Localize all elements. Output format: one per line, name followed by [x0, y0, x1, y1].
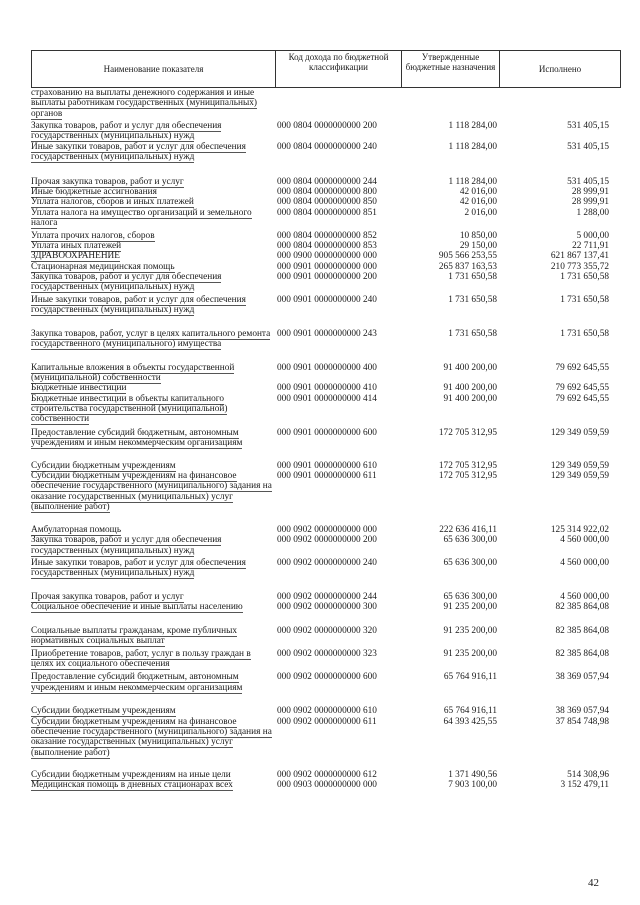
row-executed: 531 405,15: [567, 176, 609, 187]
row-code: 000 0902 0000000000 323: [277, 648, 377, 659]
table-row: [31, 241, 621, 251]
row-name: Уплата налога на имущество организаций и земельного налога: [31, 207, 252, 229]
row-approved: 222 636 416,11: [439, 524, 497, 535]
row-executed: 28 999,91: [571, 197, 609, 208]
table-row: [31, 208, 621, 229]
row-executed: [499, 88, 609, 119]
table-row: [31, 717, 621, 769]
row-code: 000 0902 0000000000 240: [277, 557, 377, 568]
table-row: [31, 602, 621, 623]
row-code: 000 0901 0000000000 600: [277, 427, 377, 438]
row-executed: 531 405,15: [567, 141, 609, 152]
row-name: ЗДРАВООХРАНЕНИЕ: [31, 251, 120, 262]
row-executed: 3 152 479,11: [560, 779, 609, 790]
row-executed: 4 560 000,00: [560, 591, 609, 602]
row-approved: 1 371 490,56: [448, 769, 497, 780]
row-executed: 22 711,91: [572, 240, 609, 251]
row-name: Закупка товаров, работ и услуг для обеспечения государственных (муниципальных) нужд: [31, 121, 222, 142]
row-approved: 1 118 284,00: [448, 176, 497, 187]
row-executed: 79 692 645,55: [555, 383, 609, 394]
row-executed: 82 385 864,08: [555, 602, 609, 613]
row-executed: 1 288,00: [576, 207, 609, 218]
table-body: [31, 88, 621, 790]
row-approved: 172 705 312,95: [438, 471, 497, 482]
row-executed: 79 692 645,55: [555, 393, 609, 404]
row-name: Субсидии бюджетным учреждениям: [31, 706, 176, 717]
row-approved: 905 566 253,55: [438, 251, 497, 262]
row-approved: 1 118 284,00: [448, 121, 497, 132]
row-code: 000 0901 0000000000 610: [277, 460, 377, 471]
row-code: 000 0901 0000000000 400: [277, 362, 377, 373]
table-row: [31, 770, 621, 780]
row-code: 000 0901 0000000000 611: [277, 471, 377, 482]
row-approved: 265 837 163,53: [438, 261, 497, 272]
row-name: Иные закупки товаров, работ и услуг для обеспечения государственных (муниципальных) нужд: [31, 294, 246, 315]
row-name: Стационарная медицинская помощь: [31, 261, 175, 272]
row-executed: 1 731 650,58: [560, 271, 609, 282]
row-name: Предоставление субсидий бюджетным, автономным учреждениям и иным некоммерческим организациям: [31, 672, 243, 693]
row-name: Уплата прочих налогов, сборов: [31, 230, 155, 241]
row-executed: 531 405,15: [567, 121, 609, 132]
table-row: [31, 121, 621, 142]
row-executed: 4 560 000,00: [560, 557, 609, 568]
row-code: 000 0804 0000000000 800: [277, 187, 377, 198]
table-row: [31, 177, 621, 187]
table-row: [31, 142, 621, 173]
row-approved: 91 235 200,00: [443, 625, 497, 636]
row-code: 000 0804 0000000000 244: [277, 176, 377, 187]
row-code: 000 0901 0000000000 000: [277, 261, 377, 272]
row-name: Медицинская помощь в дневных стационарах всех: [31, 779, 233, 790]
row-approved: 1 731 650,58: [448, 328, 497, 339]
row-name: Капитальные вложения в объекты государственной (муниципальной) собственности: [31, 362, 235, 383]
row-approved: 42 016,00: [459, 187, 497, 198]
header-name: Наименование показателя: [32, 51, 276, 87]
header-code: Код дохода по бюджетной классификации: [276, 51, 402, 87]
row-executed: 129 349 059,59: [550, 471, 609, 482]
row-approved: 91 400 200,00: [443, 362, 497, 373]
row-code: 000 0900 0000000000 000: [277, 251, 377, 262]
row-approved: 65 636 300,00: [443, 535, 497, 546]
row-executed: 82 385 864,08: [555, 625, 609, 636]
row-executed: 129 349 059,59: [550, 460, 609, 471]
row-code: 000 0902 0000000000 244: [277, 591, 377, 602]
row-approved: 1 118 284,00: [448, 141, 497, 152]
table-row: [31, 329, 621, 360]
row-code: [273, 88, 401, 119]
row-executed: 79 692 645,55: [555, 362, 609, 373]
row-approved: 65 764 916,11: [443, 672, 497, 683]
row-name: страхованию на выплаты денежного содержания и иные выплаты работникам государственных (муниципальных) органов: [31, 88, 257, 119]
row-name: Субсидии бюджетным учреждениям на иные цели: [31, 769, 231, 780]
row-executed: 38 369 057,94: [555, 672, 609, 683]
table-row: [31, 471, 621, 523]
row-approved: 172 705 312,95: [438, 427, 497, 438]
table-row: [31, 525, 621, 535]
row-executed: 514 308,96: [567, 769, 609, 780]
table-row: [31, 251, 621, 261]
row-name: Закупка товаров, работ, услуг в целях капитального ремонта государственного (муниципального) имущества: [31, 328, 271, 349]
row-code: 000 0804 0000000000 852: [277, 230, 377, 241]
table-row: [31, 626, 621, 647]
row-code: 000 0902 0000000000 320: [277, 625, 377, 636]
table-row: [31, 383, 621, 393]
row-executed: 4 560 000,00: [560, 535, 609, 546]
table-row: [31, 461, 621, 471]
row-name: Прочая закупка товаров, работ и услуг: [31, 591, 184, 602]
header-approved: Утвержденные бюджетные назначения: [402, 51, 500, 87]
row-code: 000 0902 0000000000 600: [277, 672, 377, 683]
row-approved: 65 636 300,00: [443, 557, 497, 568]
table-row: [31, 672, 621, 703]
row-code: 000 0804 0000000000 851: [277, 207, 377, 218]
table-row: [31, 187, 621, 197]
row-name: Иные бюджетные ассигнования: [31, 187, 157, 198]
page-number: 42: [588, 877, 599, 889]
row-approved: 91 400 200,00: [443, 383, 497, 394]
row-code: 000 0804 0000000000 850: [277, 197, 377, 208]
row-executed: 37 854 748,98: [555, 716, 609, 727]
row-code: 000 0902 0000000000 612: [277, 769, 377, 780]
row-executed: 5 000,00: [576, 230, 609, 241]
row-approved: 91 235 200,00: [443, 602, 497, 613]
table-row: [31, 428, 621, 459]
row-code: 000 0901 0000000000 243: [277, 328, 377, 339]
row-executed: 1 731 650,58: [560, 294, 609, 305]
row-approved: 65 636 300,00: [443, 591, 497, 602]
row-executed: 210 773 355,72: [550, 261, 609, 272]
row-code: 000 0902 0000000000 000: [277, 524, 377, 535]
row-approved: 91 235 200,00: [443, 648, 497, 659]
row-name: Закупка товаров, работ и услуг для обеспечения государственных (муниципальных) нужд: [31, 535, 222, 556]
row-name: Социальное обеспечение и иные выплаты населению: [31, 602, 243, 613]
row-approved: 65 764 916,11: [443, 706, 497, 717]
row-approved: 10 850,00: [459, 230, 497, 241]
row-name: Иные закупки товаров, работ и услуг для обеспечения государственных (муниципальных) нужд: [31, 141, 246, 163]
row-code: 000 0902 0000000000 300: [277, 602, 377, 613]
row-approved: 1 731 650,58: [448, 271, 497, 282]
row-code: 000 0804 0000000000 200: [277, 121, 377, 132]
row-name: Бюджетные инвестиции в объекты капитального строительства государственной (муниципальной) собственности: [31, 393, 228, 425]
row-executed: 82 385 864,08: [555, 648, 609, 659]
table-header: [31, 50, 621, 88]
table-row: [31, 558, 621, 589]
row-name: Субсидии бюджетным учреждениям на финансовое обеспечение государственного (муниципального) задания на оказание государственных (муниципальных) услуг (выполнение работ): [31, 716, 272, 758]
row-approved: [401, 88, 499, 119]
row-name: Социальные выплаты гражданам, кроме публичных нормативных социальных выплат: [31, 625, 237, 647]
table-row: [31, 535, 621, 556]
table-row: [31, 394, 621, 425]
row-code: 000 0901 0000000000 200: [277, 271, 377, 282]
row-code: 000 0901 0000000000 410: [277, 383, 377, 394]
row-executed: 1 731 650,58: [560, 328, 609, 339]
row-approved: 91 400 200,00: [443, 393, 497, 404]
row-approved: 42 016,00: [459, 197, 497, 208]
row-approved: 7 903 100,00: [448, 779, 497, 790]
table-row: [31, 706, 621, 716]
row-executed: 28 999,91: [571, 187, 609, 198]
row-name: Прочая закупка товаров, работ и услуг: [31, 176, 184, 187]
row-name: Иные закупки товаров, работ и услуг для обеспечения государственных (муниципальных) нужд: [31, 557, 246, 579]
row-name: Амбулаторная помощь: [31, 524, 122, 535]
row-code: 000 0902 0000000000 200: [277, 535, 377, 546]
table-row: [31, 262, 621, 272]
row-code: 000 0902 0000000000 610: [277, 706, 377, 717]
table-row: [31, 363, 621, 384]
row-executed: 38 369 057,94: [555, 706, 609, 717]
row-executed: 125 314 922,02: [550, 524, 609, 535]
row-name: Бюджетные инвестиции: [31, 383, 127, 394]
table-row: [31, 88, 621, 119]
table-row: [31, 295, 621, 326]
row-name: Субсидии бюджетным учреждениям: [31, 460, 176, 471]
header-executed: Исполнено: [538, 64, 582, 74]
row-code: 000 0804 0000000000 853: [277, 240, 377, 251]
table-row: [31, 272, 621, 293]
row-code: 000 0901 0000000000 240: [277, 294, 377, 305]
row-code: 000 0901 0000000000 414: [277, 393, 377, 404]
table-row: [31, 231, 621, 241]
row-approved: 64 393 425,55: [443, 716, 497, 727]
row-executed: 621 867 137,41: [550, 251, 609, 262]
row-name: Уплата иных платежей: [31, 240, 122, 251]
table-row: [31, 197, 621, 207]
row-approved: 1 731 650,58: [448, 294, 497, 305]
row-approved: 2 016,00: [464, 207, 497, 218]
table-row: [31, 592, 621, 602]
row-name: Приобретение товаров, работ, услуг в пользу граждан в целях их социального обеспечения: [31, 648, 251, 670]
row-executed: 129 349 059,59: [550, 427, 609, 438]
table-row: [31, 780, 621, 790]
table-row: [31, 649, 621, 670]
row-name: Закупка товаров, работ и услуг для обеспечения государственных (муниципальных) нужд: [31, 271, 222, 293]
row-name: Субсидии бюджетным учреждениям на финансовое обеспечение государственного (муниципального) задания на оказание государственных (муниципальных) услуг (выполнение работ): [31, 471, 272, 513]
row-name: Предоставление субсидий бюджетным, автономным учреждениям и иным некоммерческим организациям: [31, 427, 243, 449]
row-code: 000 0903 0000000000 000: [277, 779, 377, 790]
row-code: 000 0804 0000000000 240: [277, 141, 377, 152]
row-code: 000 0902 0000000000 611: [277, 716, 377, 727]
row-name: Уплата налогов, сборов и иных платежей: [31, 197, 194, 208]
row-approved: 29 150,00: [459, 240, 497, 251]
row-approved: 172 705 312,95: [438, 460, 497, 471]
